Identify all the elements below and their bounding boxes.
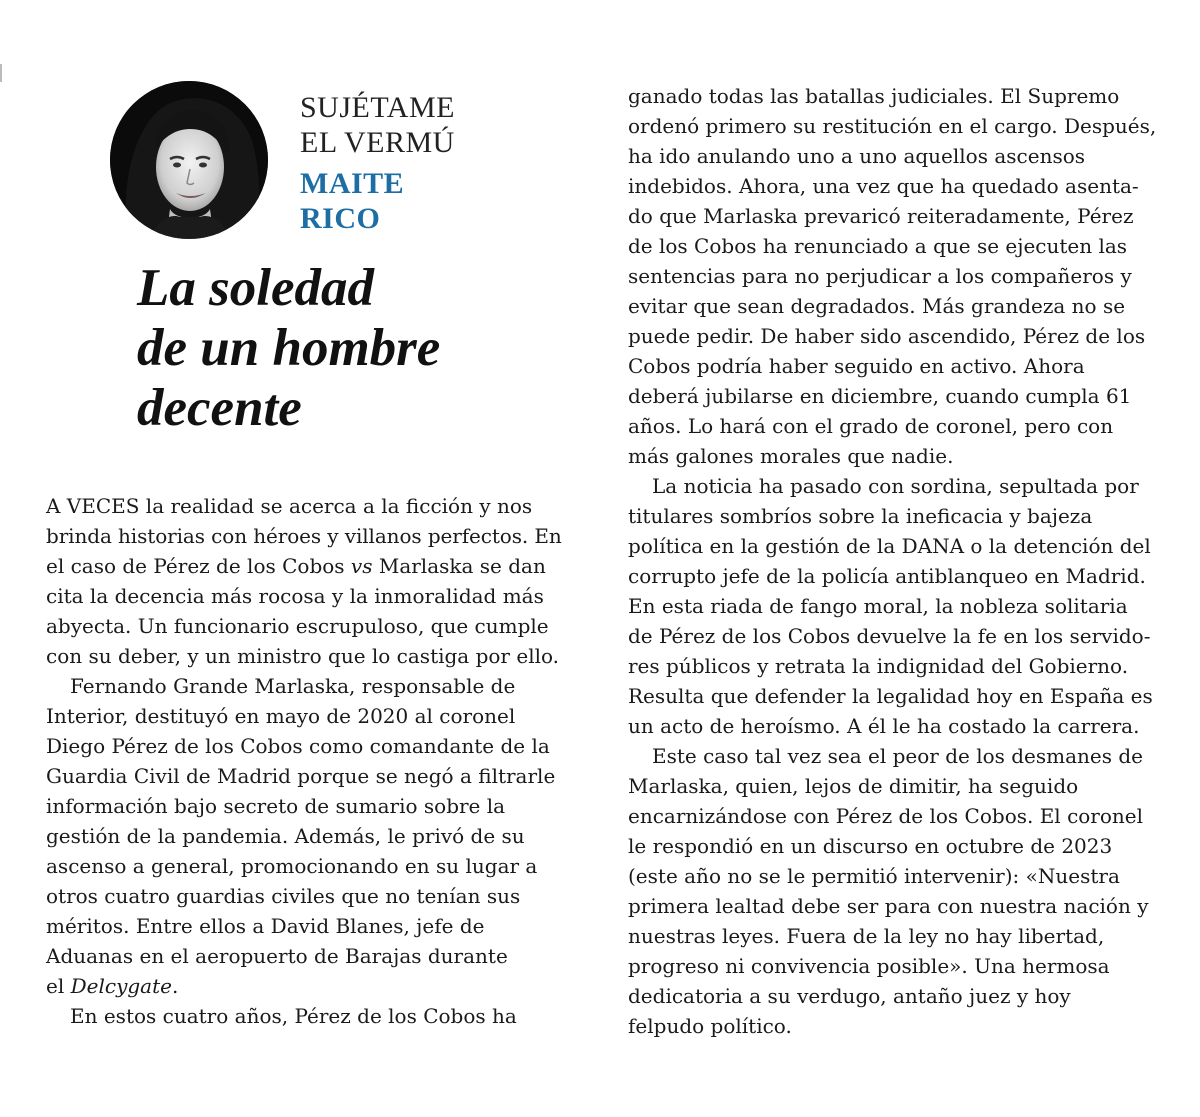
body-line: Guardia Civil de Madrid porque se negó a filtrarle [46,764,556,788]
body-line: sentencias para no perjudicar a los compañeros y [628,264,1132,288]
body-line: méritos. Entre ellos a David Blanes, jefe de [46,914,485,938]
body-line: Este caso tal vez sea el peor de los desmanes de [652,744,1144,768]
body-text: Marlaska se dan [372,554,546,578]
body-line: dedicatoria a su verdugo, antaño juez y hoy [628,984,1071,1008]
body-line: indebidos. Ahora, una vez que ha quedado asenta- [628,174,1139,198]
body-line: do que Marlaska prevaricó reiteradamente, Pérez [628,204,1134,228]
author-last-name: RICO [300,202,381,235]
body-line: primera lealtad debe ser para con nuestra nación y [628,894,1149,918]
body-line: corrupto jefe de la policía antiblanqueo en Madrid. [628,564,1146,588]
section-name-line: SUJÉTAME [300,91,455,124]
body-line: (este año no se le permitió intervenir): «Nuestra [628,864,1120,888]
body-line: En estos cuatro años, Pérez de los Cobos ha [70,1004,517,1028]
body-line: un acto de heroísmo. A él le ha costado la carrera. [628,714,1140,738]
body-line: gestión de la pandemia. Además, le privó de su [46,824,525,848]
author-name [300,166,404,236]
body-line: le respondió en un discurso en octubre de 2023 [628,834,1113,858]
body-line: ganado todas las batallas judiciales. El Supremo [628,84,1120,108]
body-line: cita la decencia más rocosa y la inmoralidad más [46,584,544,608]
section-name-line: EL VERMÚ [300,126,455,159]
article-body-left-column [46,491,566,1031]
body-line: información bajo secreto de sumario sobre la [46,794,506,818]
author-first-name: MAITE [300,167,405,200]
body-line: ordenó primero su restitución en el cargo. Después, [628,114,1157,138]
body-line: brinda historias con héroes y villanos perfectos. En [46,524,562,548]
author-portrait [110,81,268,239]
body-line: deberá jubilarse en diciembre, cuando cumpla 61 [628,384,1132,408]
body-line: Cobos podría haber seguido en activo. Ahora [628,354,1085,378]
article-headline [137,258,440,438]
body-line: Diego Pérez de los Cobos como comandante de la [46,734,550,758]
body-text: el caso de Pérez de los Cobos [46,554,351,578]
headline-line: La soledad [137,259,374,317]
body-line: En esta riada de fango moral, la nobleza solitaria [628,594,1128,618]
body-line: felpudo político. [628,1014,792,1038]
column-section-name [300,90,455,160]
body-line: Resulta que defender la legalidad hoy en España es [628,684,1153,708]
body-line: años. Lo hará con el grado de coronel, pero con [628,414,1114,438]
body-line: evitar que sean degradados. Más grandeza no se [628,294,1126,318]
body-line: Fernando Grande Marlaska, responsable de [70,674,516,698]
italic-term: vs [350,554,373,578]
body-line: res públicos y retrata la indignidad del Gobierno. [628,654,1129,678]
body-line: progreso ni convivencia posible». Una hermosa [628,954,1110,978]
body-line: Aduanas en el aeropuerto de Barajas durante [46,944,508,968]
body-line: puede pedir. De haber sido ascendido, Pérez de los [628,324,1146,348]
body-line: con su deber, y un ministro que lo castiga por ello. [46,644,560,668]
body-line: Interior, destituyó en mayo de 2020 al coronel [46,704,516,728]
page-edge-mark [0,64,8,82]
body-line: ascenso a general, promocionando en su lugar a [46,854,538,878]
body-line: Marlaska, quien, lejos de dimitir, ha seguido [628,774,1079,798]
body-line [46,551,566,581]
body-line [46,971,566,1001]
body-line: de los Cobos ha renunciado a que se ejecuten las [628,234,1128,258]
body-line: La noticia ha pasado con sordina, sepultada por [652,474,1139,498]
author-portrait-photo [110,81,268,239]
body-text: . [171,974,179,998]
body-line: abyecta. Un funcionario escrupuloso, que cumple [46,614,549,638]
body-line: ha ido anulando uno a uno aquellos ascensos [628,144,1086,168]
body-text: el [46,974,71,998]
body-line: nuestras leyes. Fuera de la ley no hay libertad, [628,924,1105,948]
body-line: A VECES la realidad se acerca a la ficción y nos [46,494,533,518]
headline-line: de un hombre [137,319,441,377]
body-line: otros cuatro guardias civiles que no tenían sus [46,884,521,908]
body-line: encarnizándose con Pérez de los Cobos. El coronel [628,804,1144,828]
italic-term: Delcygate [70,974,172,998]
article-body-right-column [628,81,1168,1041]
body-line: titulares sombríos sobre la ineficacia y bajeza [628,504,1093,528]
body-line: política en la gestión de la DANA o la detención del [628,534,1151,558]
headline-line: decente [137,379,302,437]
body-line: de Pérez de los Cobos devuelve la fe en los servido- [628,624,1151,648]
body-line: más galones morales que nadie. [628,444,954,468]
